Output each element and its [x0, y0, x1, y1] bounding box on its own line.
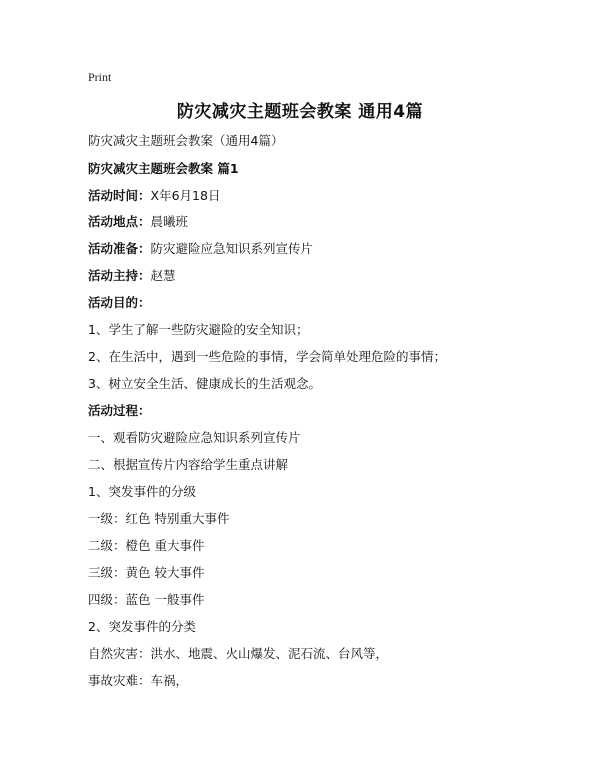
- level-1: 一级：红色 特别重大事件: [88, 511, 230, 526]
- activity-place-label: 活动地点：: [88, 214, 151, 229]
- level-2: 二级：橙色 重大事件: [88, 538, 205, 553]
- goal-item-2: 2、在生活中，遇到一些危险的事情，学会简单处理危险的事情；: [88, 349, 446, 364]
- activity-prep: [88, 241, 313, 257]
- activity-host-label: 活动主持：: [88, 268, 151, 283]
- activity-host: [88, 268, 176, 284]
- activity-time: [88, 188, 220, 204]
- section-heading: 防灾减灾主题班会教案 篇1: [88, 161, 239, 176]
- goal-heading: 活动目的：: [88, 295, 151, 310]
- level-3: 三级：黄色 较大事件: [88, 565, 205, 580]
- activity-place-value: 晨曦班: [150, 214, 189, 229]
- process-step-2: 二、根据宣传片内容给学生重点讲解: [88, 457, 289, 472]
- print-link[interactable]: Print: [88, 70, 112, 84]
- activity-time-label: 活动时间：: [88, 188, 151, 203]
- natural-disasters: 自然灾害：洪水、地震、火山爆发、泥石流、台风等，: [88, 646, 389, 661]
- level-4: 四级：蓝色 一般事件: [88, 592, 205, 607]
- activity-place: [88, 214, 188, 230]
- page-title: 防灾减灾主题班会教案 通用4篇: [176, 102, 424, 122]
- activity-host-value: 赵慧: [150, 268, 176, 283]
- grading-title: 1、突发事件的分级: [88, 484, 196, 499]
- goal-item-1: 1、学生了解一些防灾避险的安全知识；: [88, 322, 309, 337]
- process-step-1: 一、观看防灾避险应急知识系列宣传片: [88, 430, 301, 445]
- activity-time-value: X年6月18日: [150, 188, 221, 203]
- activity-prep-value: 防灾避险应急知识系列宣传片: [150, 241, 314, 256]
- subtitle: 防灾减灾主题班会教案（通用4篇）: [88, 133, 284, 148]
- accident-disasters: 事故灾难：车祸，: [88, 673, 189, 688]
- process-heading: 活动过程：: [88, 403, 151, 418]
- activity-prep-label: 活动准备：: [88, 241, 151, 256]
- goal-item-3: 3、树立安全生活、健康成长的生活观念。: [88, 376, 321, 391]
- category-title: 2、突发事件的分类: [88, 619, 196, 634]
